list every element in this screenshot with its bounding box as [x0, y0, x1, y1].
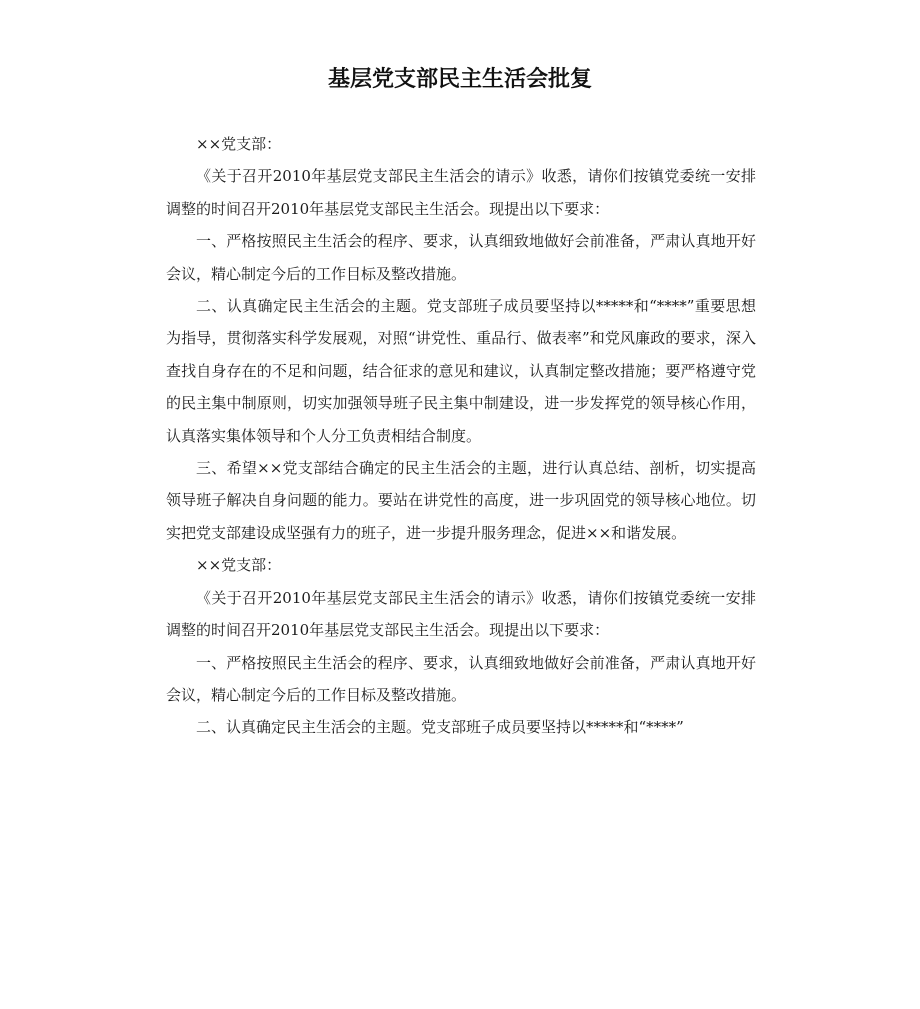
- body-paragraph: 《关于召开2010年基层党支部民主生活会的请示》收悉，请你们按镇党委统一安排调整的时间召开2010年基层党支部民主生活会。现提出以下要求：: [166, 588, 756, 640]
- body-paragraph: 《关于召开2010年基层党支部民主生活会的请示》收悉，请你们按镇党委统一安排调整的时间召开2010年基层党支部民主生活会。现提出以下要求：: [166, 167, 756, 218]
- body-paragraph: 一、严格按照民主生活会的程序、要求，认真细致地做好会前准备，严肃认真地开好会议，精心制定今后的工作目标及整改措施。: [166, 232, 756, 283]
- body-paragraph: 三、希望××党支部结合确定的民主生活会的主题，进行认真总结、剖析，切实提高领导班子解决自身问题的能力。要站在讲党性的高度，进一步巩固党的领导核心地位。切实把党支部建设成坚强有力的班子，进一步提升服务理念，促进××和谐发展。: [166, 459, 756, 542]
- body-paragraph: 二、认真确定民主生活会的主题。党支部班子成员要坚持以*****和“****”: [196, 718, 684, 737]
- salutation: ××党支部：: [196, 135, 282, 153]
- salutation: ××党支部：: [196, 556, 282, 575]
- body-paragraph: 一、严格按照民主生活会的程序、要求，认真细致地做好会前准备，严肃认真地开好会议，精心制定今后的工作目标及整改措施。: [166, 653, 756, 704]
- body-paragraph: 二、认真确定民主生活会的主题。党支部班子成员要坚持以*****和“****”重要思想为指导，贯彻落实科学发展观，对照“讲党性、重品行、做表率”和党风廉政的要求，深入查找自身存在的不足和问题，结合征求的意见和建议，认真制定整改措施；要严格遵守党的民主集中制原则，切实加强领导班子民主集中制建设，进一步发挥党的领导核心作用，认真落实集体领导和个人分工负责相结合制度。: [166, 297, 756, 445]
- document-body: [166, 128, 756, 744]
- document-title: 基层党支部民主生活会批复: [327, 67, 592, 92]
